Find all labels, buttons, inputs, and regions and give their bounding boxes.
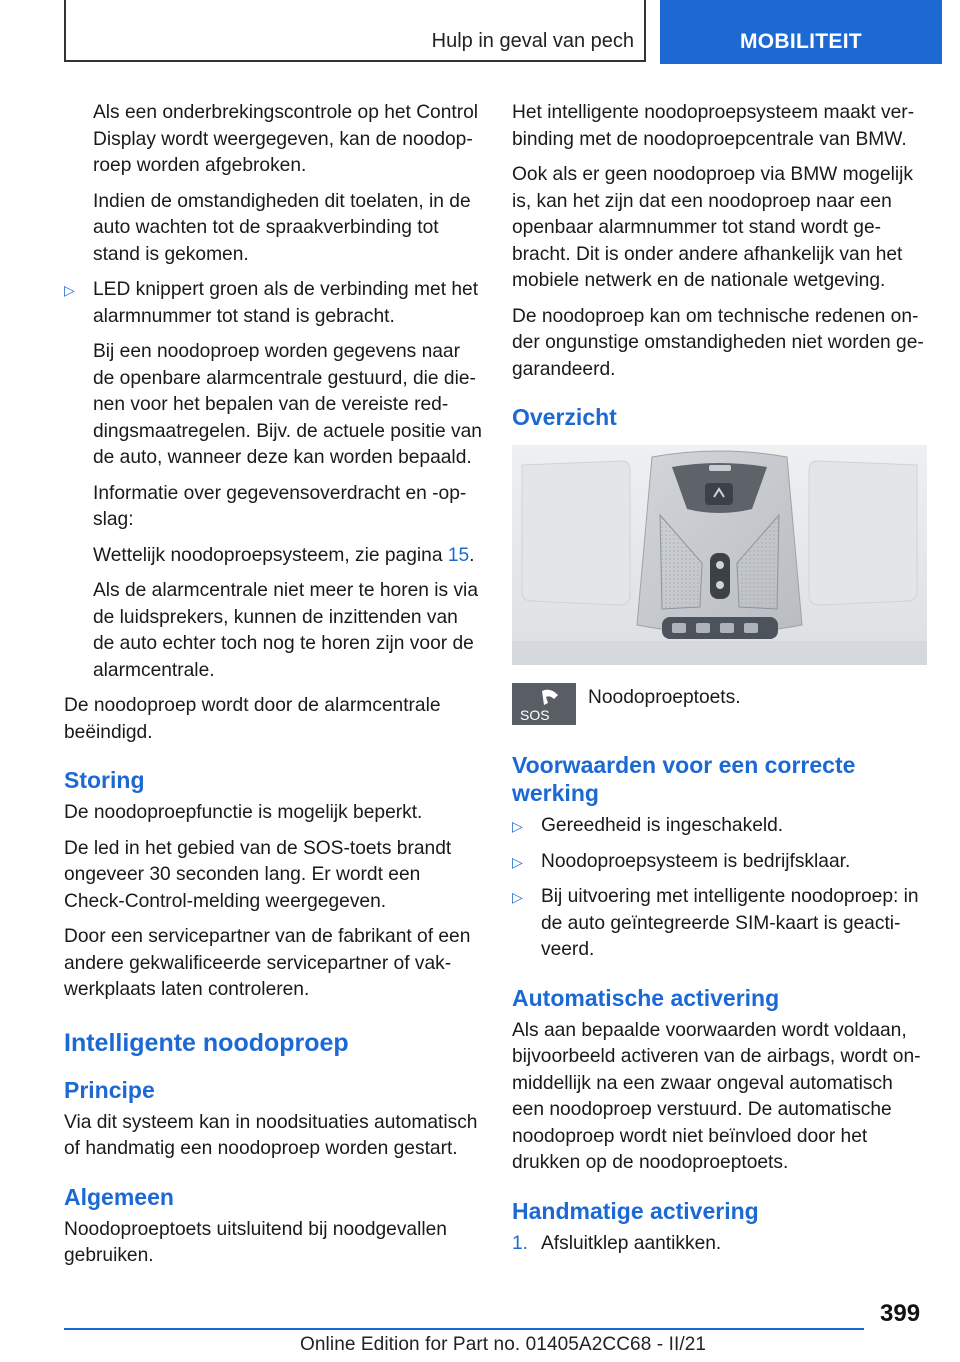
footer-edition: Online Edition for Part no. 01405A2CC68 - II/21 bbox=[300, 1334, 707, 1355]
heading-algemeen: Algemeen bbox=[64, 1183, 174, 1210]
paragraph: Als de alarmcentrale niet meer te horen is via de luidsprekers, kunnen de inzittenden van de auto echter toch nog te horen zijn voor de alarmcentrale. bbox=[93, 580, 478, 681]
step-text: Afsluitklep aantikken. bbox=[541, 1232, 722, 1254]
paragraph: Indien de omstandigheden dit toelaten, in de auto wachten tot de spraakverbinding tot stand is gekomen. bbox=[93, 190, 471, 265]
page-number: 399 bbox=[880, 1300, 921, 1327]
heading-overzicht: Overzicht bbox=[512, 404, 617, 430]
heading-storing: Storing bbox=[64, 767, 145, 793]
paragraph: Door een servicepartner van de fabrikant of een andere gekwalificeerde servicepartner of vakwerkplaats laten controleren. bbox=[64, 926, 471, 1000]
paragraph: Bij een noodoproep worden gegevens naar de openbare alarmcentrale gestuurd, die dienen voor het bepalen van de vereiste reddingsmaatregelen. Bijv. de actuele positie van de auto, wanneer deze kan worden bepaald. bbox=[93, 341, 482, 468]
numbered-step bbox=[512, 1231, 930, 1258]
paragraph-with-link bbox=[64, 543, 482, 570]
sos-caption: Noodoproeptoets. bbox=[588, 687, 741, 708]
left-column bbox=[64, 100, 482, 1279]
heading-handmatige-activering: Handmatige activering bbox=[512, 1197, 759, 1224]
bullet-item: ▷ Noodoproepsysteem is bedrijfsklaar. bbox=[512, 849, 930, 876]
link-suffix: . bbox=[469, 544, 475, 566]
step-number: 1. bbox=[512, 1232, 529, 1254]
right-column bbox=[512, 100, 930, 1266]
header-section-title: Hulp in geval van pech bbox=[431, 30, 634, 52]
page-header bbox=[0, 0, 960, 66]
overhead-console-illustration bbox=[512, 445, 927, 665]
paragraph: Als aan bepaalde voorwaarden wordt voldaan, bijvoorbeeld activeren van de airbags, wordt onmiddellijk na een zwaar ongeval automatisch een noodoproep verstuurd. De automatische noodoproep wordt niet beïnvloed door het drukken op de noodoproeptoets. bbox=[512, 1019, 921, 1173]
sos-icon-text: SOS bbox=[520, 707, 550, 723]
paragraph: Noodoproeptoets uitsluitend bij noodgevallen gebruiken. bbox=[64, 1218, 447, 1266]
paragraph: Via dit systeem kan in noodsituaties automatisch of handmatig een noodoproep worden gestart. bbox=[64, 1111, 478, 1159]
paragraph: Informatie over gegevensoverdracht en -opslag: bbox=[93, 482, 467, 530]
paragraph: De led in het gebied van de SOS-toets brandt ongeveer 30 seconden lang. Er wordt een Check-Control-melding weergegeven. bbox=[64, 837, 452, 912]
heading-principe: Principe bbox=[64, 1076, 155, 1103]
paragraph: De noodoproep wordt door de alarmcentrale beëindigd. bbox=[64, 695, 441, 743]
heading-automatische-activering: Automatische activering bbox=[512, 984, 780, 1011]
footer-divider bbox=[64, 1328, 864, 1330]
header-section-box bbox=[64, 0, 646, 62]
paragraph: Ook als er geen noodoproep via BMW mogelijk is, kan het zijn dat een noodoproep naar een openbaar alarmnummer tot stand wordt gebracht. Dit is onder andere afhankelijk van het mobiele netwerk en de nationale wetgeving. bbox=[512, 164, 914, 291]
bullet-item: ▷ Bij uitvoering met intelligente noodoproep: in de auto geïntegreerde SIM-kaart is geactiveerd. bbox=[512, 884, 930, 964]
heading-voorwaarden: Voorwaarden voor een correcte werking bbox=[512, 752, 856, 806]
bullet-item: ▷ LED knippert groen als de verbinding met het alarmnummer tot stand is gebracht. bbox=[64, 277, 482, 330]
paragraph: Als een onderbrekingscontrole op het Control Display wordt weergegeven, kan de noodoproep worden afgebroken. bbox=[93, 102, 479, 176]
paragraph: De noodoproep kan om technische redenen onder ongunstige omstandigheden niet worden gegarandeerd. bbox=[512, 305, 924, 380]
header-chapter-tab: MOBILITEIT bbox=[660, 0, 942, 64]
sos-phone-icon bbox=[512, 683, 576, 725]
paragraph: De noodoproepfunctie is mogelijk beperkt. bbox=[64, 802, 423, 823]
paragraph: Het intelligente noodoproepsysteem maakt verbinding met de noodoproepcentrale van BMW. bbox=[512, 102, 915, 150]
sos-caption-row bbox=[512, 683, 930, 725]
page-link[interactable]: 15 bbox=[447, 544, 470, 566]
heading-intelligente-noodoproep: Intelligente noodoproep bbox=[64, 1028, 349, 1057]
bullet-item: ▷ Gereedheid is ingeschakeld. bbox=[512, 813, 930, 840]
link-prefix: Wettelijk noodoproepsysteem, zie pagina bbox=[93, 544, 448, 566]
